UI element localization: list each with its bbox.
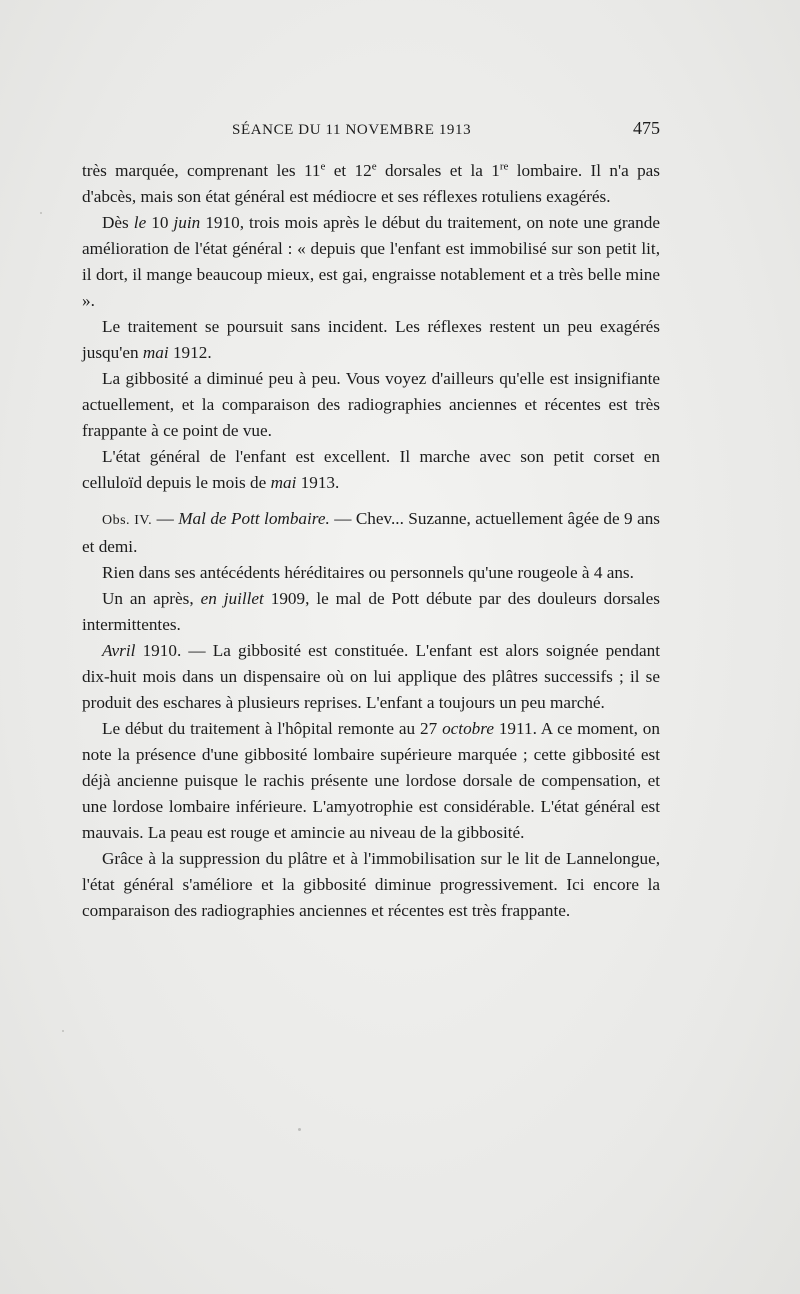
italic-text: octobre (442, 719, 494, 738)
paragraph-8 (82, 586, 660, 638)
text-run: 1910, trois mois après le début du traitement, on note une grande amélioration de l'état général : « depuis que l'enfant est immobilisé sur son petit lit, il dort, il mange beaucoup mieux, est gai, engraisse notablement et a très belle mine ». (82, 213, 661, 310)
paragraph-2 (82, 210, 660, 314)
paragraph-7: Rien dans ses antécédents héréditaires ou personnels qu'une rougeole à 4 ans. (102, 563, 634, 582)
text-run: 1910. — La gibbosité est constituée. L'enfant est alors soignée pendant dix-huit mois dans un dispensaire où on lui applique des plâtres successifs ; il se produit des eschares à plusieurs reprises. L'enfant a toujours un peu marché. (82, 641, 660, 712)
paragraph-1 (82, 158, 660, 210)
italic-text: Avril (102, 641, 136, 660)
body-text (82, 158, 660, 924)
text-run: — Chev... Suzanne, actuellement âgée de 9 ans et demi. (82, 509, 660, 556)
page-number: 475 (633, 118, 660, 138)
text-run: 1912. (168, 343, 212, 362)
superscript: re (499, 160, 509, 173)
text-run: 1913. (296, 473, 340, 492)
paragraph-9 (82, 638, 660, 716)
text-run: 10 (146, 213, 174, 232)
italic-text: mai (270, 473, 297, 492)
italic-text: mai (142, 343, 169, 362)
paragraph-10 (82, 716, 660, 846)
observation-heading-paragraph (82, 506, 660, 560)
italic-text: en juillet (200, 589, 264, 608)
text-run: L'état général de l'enfant est excellent. Il marche avec son petit corset en celluloïd depuis le mois de (82, 447, 660, 492)
italic-text: juin (173, 213, 201, 232)
text-run: Dès (102, 213, 134, 232)
paper-speck (40, 212, 42, 214)
paper-speck (298, 1128, 301, 1131)
text-run: et 12 (325, 161, 372, 180)
paper-speck (62, 1030, 64, 1032)
paragraph-4: La gibbosité a diminué peu à peu. Vous voyez d'ailleurs qu'elle est insignifiante actuellement, et la comparaison des radiographies anciennes et récentes est très frappante à ce point de vue. (82, 369, 660, 440)
superscript: e (371, 160, 377, 173)
paragraph-3 (82, 314, 660, 366)
text-run: 1911. A ce moment, on note la présence d'une gibbosité lombaire supérieure marquée ; cette gibbosité est déjà ancienne puisque le rachis présente une lordose dorsale de compensation, et une lordose lombaire inférieure. L'amyotrophie est considérable. L'état général est mauvais. La peau est rouge et amincie au niveau de la gibbosité. (82, 719, 660, 842)
running-head: SÉANCE DU 11 NOVEMBRE 1913 (232, 122, 472, 138)
italic-text: le (133, 213, 147, 232)
text-run: dorsales et la 1 (376, 161, 500, 180)
text-run: très marquée, comprenant les 11 (82, 161, 321, 180)
text-run: — (152, 509, 179, 528)
paragraph-5 (82, 444, 660, 496)
paragraph-11: Grâce à la suppression du plâtre et à l'immobilisation sur le lit de Lannelongue, l'état général s'améliore et la gibbosité diminue progressivement. Ici encore la comparaison des radiographies anciennes et récentes est très frappante. (82, 849, 660, 920)
observation-title: Mal de Pott lombaire. (178, 509, 330, 528)
text-run: Un an après, (102, 589, 201, 608)
text-run: Le traitement se poursuit sans incident. Les réflexes restent un peu exagérés jusqu'en (82, 317, 660, 362)
superscript: e (320, 160, 326, 173)
observation-label: Obs. IV. (102, 513, 153, 528)
text-run: 1909, le mal de Pott débute par des douleurs dorsales intermittentes. (82, 589, 660, 634)
page-header (82, 118, 660, 146)
text-run: lombaire. Il n'a pas d'abcès, mais son état général est médiocre et ses réflexes rotuliens exagérés. (82, 161, 660, 206)
text-run: Le début du traitement à l'hôpital remonte au 27 (102, 719, 443, 738)
